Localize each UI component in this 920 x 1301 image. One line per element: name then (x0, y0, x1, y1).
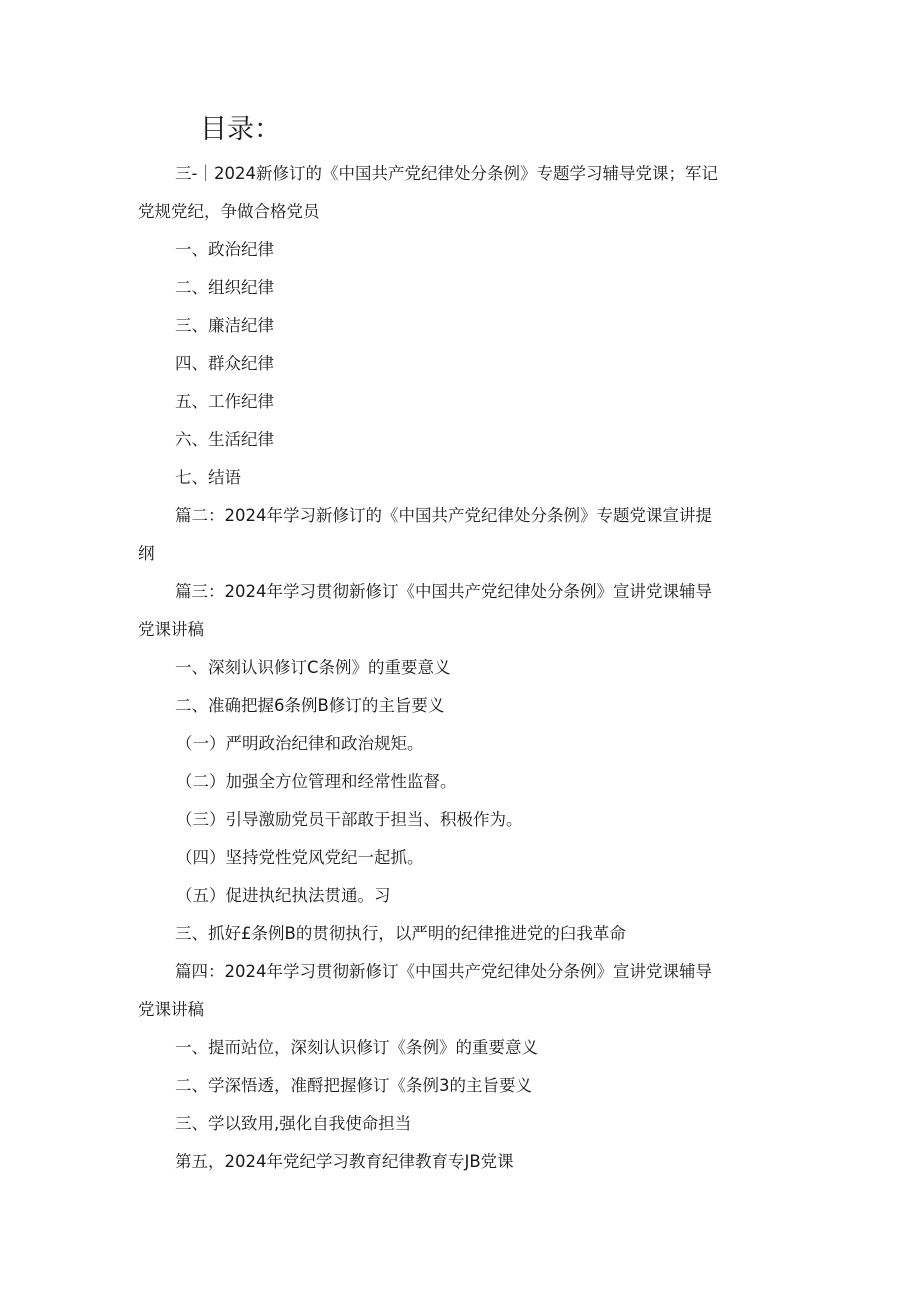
toc-entry-section: 五、工作纪律 (175, 392, 274, 411)
toc-entry-section: 一、深刻认识修订C条例》的重要意义 (175, 658, 451, 677)
toc-entry-subsection: （五）促进执纪执法贯通。习 (176, 886, 391, 905)
toc-entry-article-3-title-cont: 党课讲稿 (138, 620, 204, 639)
toc-entry-article-2-title-cont: 纲 (138, 544, 155, 563)
toc-entry-section: 三、廉洁纪律 (175, 316, 274, 335)
toc-entry-section: 六、生活纪律 (175, 430, 274, 449)
toc-entry-section: 三、学以致用,强化自我使命担当 (175, 1114, 412, 1133)
toc-title: 目录： (200, 114, 281, 145)
toc-entry-section: 一、政治纪律 (175, 240, 274, 259)
toc-entry-section: 四、群众纪律 (175, 354, 274, 373)
toc-entry-subsection: （三）引导激励党员干部敢于担当、积极作为。 (176, 810, 523, 829)
toc-entry-article-4-title-cont: 党课讲稿 (138, 1000, 204, 1019)
toc-entry-article-3-title: 篇三：2024年学习贯彻新修订《中国共产党纪律处分条例》宣讲党课辅导 (175, 582, 712, 601)
toc-entry-subsection: （二）加强全方位管理和经常性监督。 (176, 772, 457, 791)
toc-entry-article-2-title: 篇二：2024年学习新修订的《中国共产党纪律处分条例》专题党课宣讲提 (175, 506, 712, 525)
toc-entry-section: 二、准确把握6条例B修订的主旨要义 (175, 696, 445, 715)
toc-entry-article-1-title: 三-｜2024新修订的《中国共产党纪律处分条例》专题学习辅导党课；军记 (175, 164, 718, 183)
toc-entry-section: 一、提而站位，深刻认识修订《条例》的重要意义 (175, 1038, 538, 1057)
toc-entry-subsection: （一）严明政治纪律和政治规矩。 (176, 734, 424, 753)
toc-entry-section: 二、学深悟透，准酹把握修订《条例3的主旨要义 (175, 1076, 532, 1095)
toc-entry-article-1-title-cont: 党规党纪，争做合格党员 (138, 202, 320, 221)
toc-entry-section: 二、组织纪律 (175, 278, 274, 297)
toc-entry-section: 三、抓好£条例B的贯彻执行，以严明的纪律推进党的臼我革命 (175, 924, 626, 943)
toc-entry-section: 七、结语 (175, 468, 241, 487)
toc-entry-article-5-title: 第五，2024年党纪学习教育纪律教育专JB党课 (175, 1152, 514, 1171)
toc-entry-subsection: （四）坚持党性党风党纪一起抓。 (176, 848, 424, 867)
toc-entry-article-4-title: 篇四：2024年学习贯彻新修订《中国共产党纪律处分条例》宣讲党课辅导 (175, 962, 712, 981)
